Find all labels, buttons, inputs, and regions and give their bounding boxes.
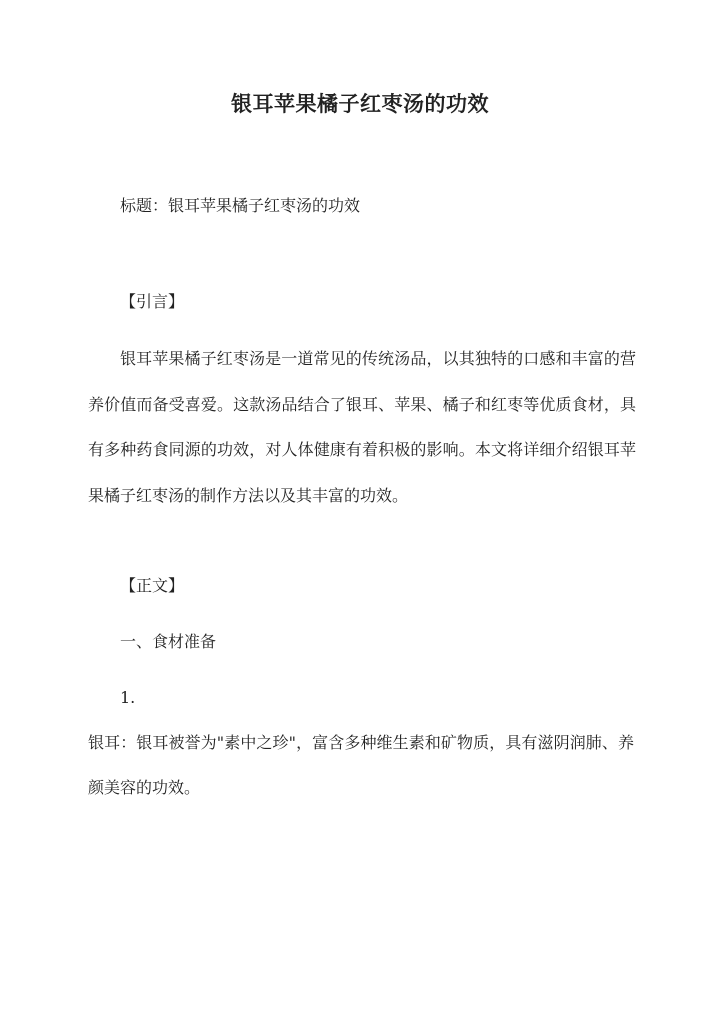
intro-paragraph: 银耳苹果橘子红枣汤是一道常见的传统汤品，以其独特的口感和丰富的营养价值而备受喜爱。这款汤品结合了银耳、苹果、橘子和红枣等优质食材，具有多种药食同源的功效，对人体健康有着积极的影响。本文将详细介绍银耳苹果橘子红枣汤的制作方法以及其丰富的功效。: [88, 349, 636, 505]
subtitle-line: 标题：银耳苹果橘子红枣汤的功效: [120, 196, 361, 215]
body-heading: 【正文】: [120, 576, 185, 595]
document-title: 银耳苹果橘子红枣汤的功效: [231, 91, 489, 116]
list-item-number: 1.: [120, 688, 136, 707]
section-heading: 一、食材准备: [120, 632, 217, 651]
list-item-text: 银耳：银耳被誉为"素中之珍"，富含多种维生素和矿物质，具有滋阴润肺、养颜美容的功效。: [88, 733, 634, 797]
intro-heading: 【引言】: [120, 292, 185, 311]
